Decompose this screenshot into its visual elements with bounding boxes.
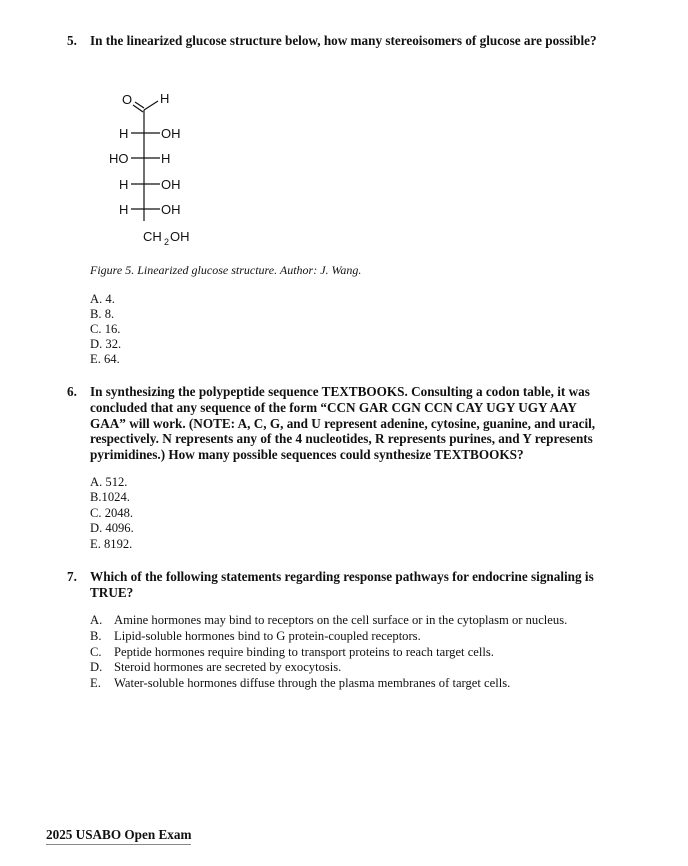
option-text: Water-soluble hormones diffuse through the plasma membranes of target cells. xyxy=(114,676,511,690)
question-line: In synthesizing the polypeptide sequence TEXTBOOKS. Consulting a codon table, it was xyxy=(90,384,590,399)
row2-left: HO xyxy=(109,151,129,166)
exam-footer: 2025 USABO Open Exam xyxy=(46,827,191,845)
option-text: Lipid-soluble hormones bind to G protein-coupled receptors. xyxy=(114,629,421,643)
question-number: 7. xyxy=(67,569,77,584)
question-line: Which of the following statements regarding response pathways for endocrine signaling is xyxy=(90,569,594,584)
option-letter: B. xyxy=(90,629,102,643)
option-a[interactable] xyxy=(90,613,567,628)
option-c[interactable]: C. 2048. xyxy=(90,506,134,520)
row4-right: OH xyxy=(161,202,181,217)
option-c[interactable]: C. 16. xyxy=(90,322,121,336)
option-letter: E. xyxy=(90,676,101,690)
question-5 xyxy=(67,33,667,49)
option-text: Amine hormones may bind to receptors on the cell surface or in the cytoplasm or nucleus. xyxy=(114,613,568,627)
question-text: In the linearized glucose structure below, how many stereoisomers of glucose are possible? xyxy=(90,33,597,48)
option-a[interactable]: A. 512. xyxy=(90,475,128,489)
question-line: pyrimidines.) How many possible sequences could synthesize TEXTBOOKS? xyxy=(90,447,524,463)
option-d[interactable]: D. 4096. xyxy=(90,521,134,535)
option-letter: C. xyxy=(90,645,102,659)
option-text: Peptide hormones require binding to transport proteins to reach target cells. xyxy=(114,645,494,659)
option-e[interactable] xyxy=(90,676,510,691)
top-hydrogen: H xyxy=(160,91,170,106)
bottom-subscript: 2 xyxy=(164,237,170,247)
question-number: 6. xyxy=(67,384,77,399)
figure-caption: Figure 5. Linearized glucose structure. Author: J. Wang. xyxy=(90,263,362,277)
question-line: GAA” will work. (NOTE: A, C, G, and U represent adenine, cytosine, guanine, and uracil, xyxy=(90,415,596,431)
row2-right: H xyxy=(161,151,171,166)
question-text xyxy=(90,569,594,601)
option-e[interactable]: E. 64. xyxy=(90,352,120,366)
option-c[interactable] xyxy=(90,645,494,660)
option-a[interactable]: A. 4. xyxy=(90,292,115,306)
row1-right: OH xyxy=(161,126,181,141)
option-text: Steroid hormones are secreted by exocytosis. xyxy=(114,660,342,674)
option-b[interactable]: B. 8. xyxy=(90,307,115,321)
question-number: 5. xyxy=(67,33,77,48)
option-letter: A. xyxy=(90,613,103,627)
question-text xyxy=(90,384,595,463)
option-b[interactable] xyxy=(90,629,421,644)
bottom-oh: OH xyxy=(170,229,190,244)
top-oxygen: O xyxy=(122,92,133,107)
option-d[interactable] xyxy=(90,660,341,675)
row3-right: OH xyxy=(161,177,181,192)
bottom-ch: CH xyxy=(143,229,162,244)
option-b[interactable]: B.1024. xyxy=(90,490,130,504)
row4-left: H xyxy=(119,202,129,217)
question-7 xyxy=(67,569,627,603)
option-letter: D. xyxy=(90,660,103,674)
row3-left: H xyxy=(119,177,129,192)
question-line: TRUE? xyxy=(90,584,134,600)
option-e[interactable]: E. 8192. xyxy=(90,537,133,551)
question-line: respectively. N represents any of the 4 nucleotides, R represents purines, and Y represents xyxy=(90,431,593,447)
aldehyde-bond xyxy=(144,101,158,110)
row1-left: H xyxy=(119,126,129,141)
question-line: concluded that any sequence of the form “CCN GAR CGN CCN CAY UGY UGY AAY xyxy=(90,399,577,415)
option-d[interactable]: D. 32. xyxy=(90,337,122,351)
question-6 xyxy=(67,384,627,464)
glucose-structure-figure xyxy=(100,85,260,250)
